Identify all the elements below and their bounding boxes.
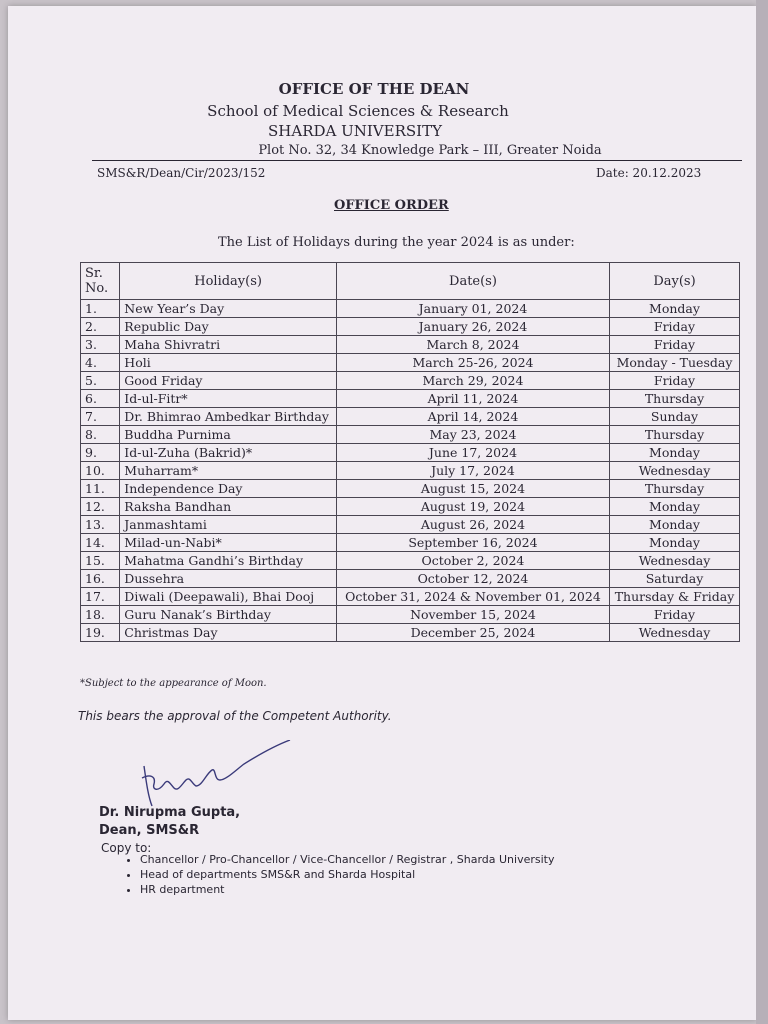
header-date: Date(s) [336, 263, 609, 300]
handwritten-signature [140, 740, 300, 810]
cell-date: March 8, 2024 [336, 336, 609, 354]
cell-sr-no: 8. [81, 426, 120, 444]
list-item: • Chancellor / Pro-Chancellor / Vice-Chancellor / Registrar , Sharda University [140, 852, 555, 867]
table-header-row [81, 263, 740, 300]
order-date: Date: 20.12.2023 [596, 166, 702, 180]
cell-holiday: New Year’s Day [120, 300, 337, 318]
cell-sr-no: 12. [81, 498, 120, 516]
table-row [81, 480, 740, 498]
approval-note: This bears the approval of the Competent Authority. [78, 709, 392, 723]
cell-date: June 17, 2024 [336, 444, 609, 462]
cell-date: September 16, 2024 [336, 534, 609, 552]
cell-sr-no: 3. [81, 336, 120, 354]
table-row [81, 408, 740, 426]
cell-day: Monday [610, 516, 740, 534]
cell-sr-no: 16. [81, 570, 120, 588]
cell-day: Wednesday [610, 552, 740, 570]
cell-sr-no: 7. [81, 408, 120, 426]
reference-number: SMS&R/Dean/Cir/2023/152 [97, 166, 266, 180]
table-row [81, 372, 740, 390]
table-row [81, 354, 740, 372]
cell-sr-no: 15. [81, 552, 120, 570]
cell-day: Friday [610, 372, 740, 390]
table-row [81, 588, 740, 606]
header-holiday: Holiday(s) [120, 263, 337, 300]
cell-day: Thursday [610, 390, 740, 408]
cell-sr-no: 11. [81, 480, 120, 498]
signatory-title: Dean, SMS&R [99, 823, 200, 838]
table-row [81, 570, 740, 588]
footnote: *Subject to the appearance of Moon. [80, 678, 267, 689]
cell-day: Thursday & Friday [610, 588, 740, 606]
cell-holiday: Id-ul-Fitr* [120, 390, 337, 408]
cell-day: Wednesday [610, 462, 740, 480]
cell-day: Friday [610, 318, 740, 336]
cell-holiday: Id-ul-Zuha (Bakrid)* [120, 444, 337, 462]
cell-sr-no: 13. [81, 516, 120, 534]
header-rule [92, 160, 742, 161]
cell-day: Thursday [610, 426, 740, 444]
cell-date: August 26, 2024 [336, 516, 609, 534]
cell-date: July 17, 2024 [336, 462, 609, 480]
cell-date: March 25-26, 2024 [336, 354, 609, 372]
cell-sr-no: 10. [81, 462, 120, 480]
cell-holiday: Raksha Bandhan [120, 498, 337, 516]
cell-holiday: Diwali (Deepawali), Bhai Dooj [120, 588, 337, 606]
table-row [81, 498, 740, 516]
table-row [81, 552, 740, 570]
table-row [81, 426, 740, 444]
cell-date: October 12, 2024 [336, 570, 609, 588]
cell-date: December 25, 2024 [336, 624, 609, 642]
copy-to-label: Copy to: [101, 841, 152, 855]
intro-text: The List of Holidays during the year 2024 is as under: [218, 235, 575, 250]
table-row [81, 534, 740, 552]
table-row [81, 444, 740, 462]
cell-holiday: Milad-un-Nabi* [120, 534, 337, 552]
holiday-table [80, 262, 740, 642]
cell-sr-no: 14. [81, 534, 120, 552]
cell-sr-no: 2. [81, 318, 120, 336]
cell-sr-no: 19. [81, 624, 120, 642]
cell-day: Friday [610, 606, 740, 624]
cell-holiday: Dussehra [120, 570, 337, 588]
table-row [81, 624, 740, 642]
cell-day: Monday [610, 444, 740, 462]
cell-sr-no: 18. [81, 606, 120, 624]
cell-sr-no: 17. [81, 588, 120, 606]
cell-date: November 15, 2024 [336, 606, 609, 624]
cell-sr-no: 1. [81, 300, 120, 318]
list-item: • HR department [140, 882, 555, 897]
school-name: School of Medical Sciences & Research [207, 102, 509, 120]
cell-date: April 11, 2024 [336, 390, 609, 408]
table-row [81, 606, 740, 624]
order-title: OFFICE ORDER [334, 198, 449, 213]
copy-to-list [100, 852, 555, 897]
cell-day: Wednesday [610, 624, 740, 642]
cell-holiday: Guru Nanak’s Birthday [120, 606, 337, 624]
cell-holiday: Dr. Bhimrao Ambedkar Birthday [120, 408, 337, 426]
cell-day: Monday [610, 498, 740, 516]
cell-date: April 14, 2024 [336, 408, 609, 426]
cell-holiday: Republic Day [120, 318, 337, 336]
cell-sr-no: 9. [81, 444, 120, 462]
cell-sr-no: 6. [81, 390, 120, 408]
page-edge [756, 0, 768, 1024]
table-row [81, 516, 740, 534]
cell-date: August 19, 2024 [336, 498, 609, 516]
cell-day: Saturday [610, 570, 740, 588]
table-row [81, 318, 740, 336]
cell-date: October 31, 2024 & November 01, 2024 [336, 588, 609, 606]
cell-holiday: Janmashtami [120, 516, 337, 534]
cell-date: January 01, 2024 [336, 300, 609, 318]
cell-holiday: Mahatma Gandhi’s Birthday [120, 552, 337, 570]
cell-date: January 26, 2024 [336, 318, 609, 336]
cell-holiday: Christmas Day [120, 624, 337, 642]
header-day: Day(s) [610, 263, 740, 300]
list-item: • Head of departments SMS&R and Sharda Hospital [140, 867, 555, 882]
cell-date: August 15, 2024 [336, 480, 609, 498]
cell-holiday: Independence Day [120, 480, 337, 498]
table-row [81, 390, 740, 408]
university-name: SHARDA UNIVERSITY [268, 122, 442, 140]
signatory-name: Dr. Nirupma Gupta, [99, 805, 241, 820]
cell-day: Friday [610, 336, 740, 354]
cell-date: March 29, 2024 [336, 372, 609, 390]
cell-day: Monday [610, 300, 740, 318]
address: Plot No. 32, 34 Knowledge Park – III, Greater Noida [258, 143, 602, 158]
cell-date: May 23, 2024 [336, 426, 609, 444]
cell-holiday: Muharram* [120, 462, 337, 480]
cell-holiday: Good Friday [120, 372, 337, 390]
cell-date: October 2, 2024 [336, 552, 609, 570]
cell-sr-no: 4. [81, 354, 120, 372]
table-row [81, 300, 740, 318]
cell-day: Monday - Tuesday [610, 354, 740, 372]
header-sr-no: Sr. No. [81, 263, 120, 300]
office-heading: OFFICE OF THE DEAN [278, 80, 470, 98]
cell-day: Sunday [610, 408, 740, 426]
cell-day: Monday [610, 534, 740, 552]
cell-day: Thursday [610, 480, 740, 498]
cell-holiday: Buddha Purnima [120, 426, 337, 444]
table-row [81, 462, 740, 480]
cell-holiday: Holi [120, 354, 337, 372]
cell-sr-no: 5. [81, 372, 120, 390]
cell-holiday: Maha Shivratri [120, 336, 337, 354]
table-row [81, 336, 740, 354]
